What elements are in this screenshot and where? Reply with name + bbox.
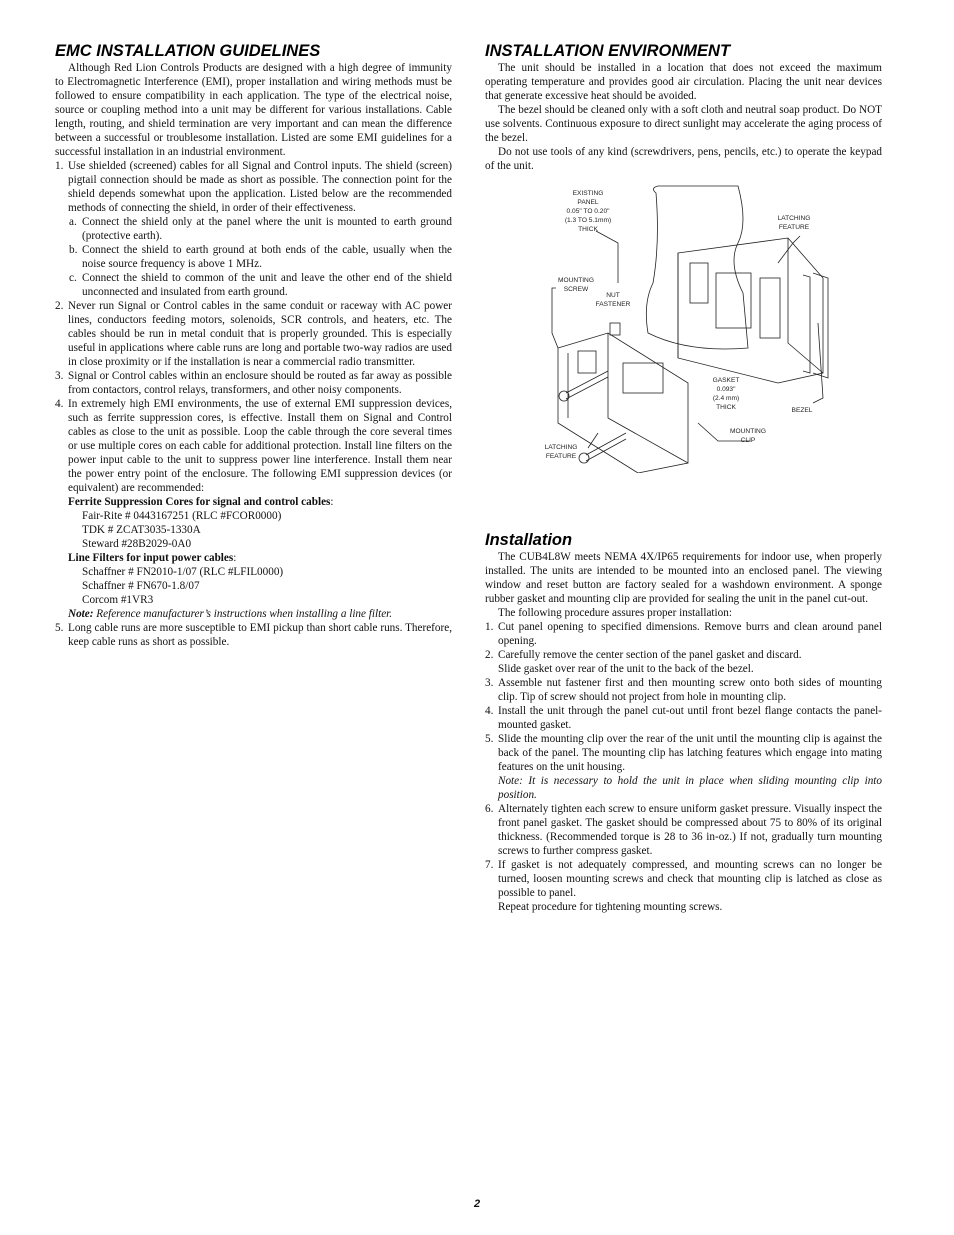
svg-text:MOUNTINGSCREW: MOUNTING SCREW	[558, 277, 594, 293]
ferrite-item: TDK # ZCAT3035-1330A	[82, 524, 201, 536]
svg-text:LATCHINGFEATURE: LATCHING FEATURE	[777, 215, 811, 231]
install-step-3: 3. Assemble nut fastener first and then mounting screw onto both sides of mounting clip. Tip of screw should not project from hole in mounting clip.	[485, 677, 882, 703]
emc-subitem-c: c. Connect the shield to common of the unit and leave the other end of the shield unconnected and insulated from earth ground.	[69, 272, 452, 298]
environment-title: INSTALLATION ENVIRONMENT	[485, 42, 731, 60]
ferrite-item: Fair-Rite # 0443167251 (RLC #FCOR0000)	[82, 510, 282, 522]
emc-item-3: 3. Signal or Control cables within an enclosure should be routed as far away as possible from contactors, control relays, transformers, and other noisy components.	[55, 370, 452, 396]
filter-heading: Line Filters for input power cables:	[68, 552, 237, 564]
install-step-5: 5. Slide the mounting clip over the rear of the unit until the mounting clip is against the back of the panel. The mounting clip has latching features which engage into mating features on the unit housing.	[485, 733, 882, 773]
svg-text:GASKET0.093"(2.4 mm)THICK: GASKET 0.093" (2.4 mm) THICK	[712, 377, 740, 411]
svg-text:MOUNTINGCLIP: MOUNTING CLIP	[730, 428, 766, 444]
emc-column	[55, 42, 452, 649]
installation-paragraph: The CUB4L8W meets NEMA 4X/IP65 requirements for indoor use, when properly installed. The units are intended to be mounted into an enclosed panel. The viewing window and reset button are factory sealed for a washdown environment. A sponge rubber gasket and mounting clip are provided for sealing the unit in the panel cut-out.	[485, 551, 882, 605]
svg-text:BEZEL: BEZEL	[791, 407, 813, 414]
install-step-6: 6. Alternately tighten each screw to ensure uniform gasket pressure. Visually inspect the front panel gasket. The gasket should be compressed about 75 to 80% of its original thickness. (Recommended torque is 28 to 36 in-oz.) If not, gradually turn mounting screws to further compress gasket.	[485, 803, 882, 857]
filter-item: Schaffner # FN2010-1/07 (RLC #LFIL0000)	[82, 566, 284, 578]
emc-item-4: 4. In extremely high EMI environments, the use of external EMI suppression devices, such as ferrite suppression cores, is effective. Install them on Signal and Control cables as close to the unit as possible. Loop the cable through the core several times or use multiple cores on each cable for additional protection. Install line filters on the power input cable to the unit to suppress power line interference. Install them near the power entry point of the enclosure. The following EMI suppression devices (or equivalent) are recommended:	[55, 398, 452, 494]
installation-diagram-svg	[538, 183, 838, 473]
install-step-2: 2. Carefully remove the center section of the panel gasket and discard. Slide gasket over rear of the unit to the back of the bezel.	[485, 649, 802, 675]
page-number: 2	[473, 1198, 481, 1210]
svg-text:NUTFASTENER: NUT FASTENER	[595, 292, 631, 308]
ferrite-item: Steward #28B2029-0A0	[82, 538, 192, 550]
emc-title: EMC INSTALLATION GUIDELINES	[55, 42, 321, 60]
environment-paragraph: Do not use tools of any kind (screwdrivers, pens, pencils, etc.) to operate the keypad of the unit.	[485, 146, 882, 172]
emc-item-2: 2. Never run Signal or Control cables in the same conduit or raceway with AC power lines, conductors feeding motors, solenoids, SCR controls, and heaters, etc. The cables should be run in metal conduit that is properly grounded. This is especially useful in applications where cable runs are long and portable two-way radios are used in close proximity or if the installation is near a commercial radio transmitter.	[55, 300, 452, 368]
emc-intro: Although Red Lion Controls Products are designed with a high degree of immunity to Electromagnetic Interference (EMI), proper installation and wiring methods must be followed to ensure compatibility in each application. The type of the electrical noise, source or coupling method into a unit may be different for various installations. Cable length, routing, and shield termination are very important and can mean the difference between a successful or troublesome installation. Listed are some EMI guidelines for a successful installation in an industrial environment.	[55, 62, 452, 158]
svg-text:EXISTINGPANEL0.05" TO 0.20"(1.: EXISTING PANEL 0.05" TO 0.20" (1.3 TO 5.1mm) THICK	[564, 190, 612, 233]
filter-note: Note: Reference manufacturer’s instructions when installing a line filter.	[68, 608, 393, 620]
installation-paragraph: The following procedure assures proper installation:	[498, 607, 732, 619]
environment-paragraph: The unit should be installed in a location that does not exceed the maximum operating temperature and provides good air circulation. Placing the unit near devices that generate excessive heat should be avoided.	[485, 62, 882, 102]
emc-item-1: 1. Use shielded (screened) cables for all Signal and Control inputs. The shield (screen) pigtail connection should be made as short as possible. The connection point for the shield depends somewhat upon the application. Listed below are the recommended methods of connecting the shield, in order of their effectiveness.	[55, 160, 452, 214]
filter-item: Corcom #1VR3	[82, 594, 154, 606]
environment-paragraph: The bezel should be cleaned only with a soft cloth and neutral soap product. Do NOT use solvents. Continuous exposure to direct sunlight may accelerate the aging process of the bezel.	[485, 104, 882, 144]
emc-subitem-a: a. Connect the shield only at the panel where the unit is mounted to earth ground (protective earth).	[69, 216, 452, 242]
svg-text:LATCHINGFEATURE: LATCHING FEATURE	[544, 444, 578, 460]
emc-item-5: 5. Long cable runs are more susceptible to EMI pickup than short cable runs. Therefore, keep cable runs as short as possible.	[55, 622, 452, 648]
installation-diagram	[538, 183, 838, 473]
installation-column	[485, 42, 882, 914]
filter-item: Schaffner # FN670-1.8/07	[82, 580, 200, 592]
install-note: Note: It is necessary to hold the unit in place when sliding mounting clip into position.	[498, 775, 882, 801]
ferrite-heading: Ferrite Suppression Cores for signal and control cables:	[68, 496, 334, 508]
install-step-1: 1. Cut panel opening to specified dimensions. Remove burrs and clean around panel opening.	[485, 621, 882, 647]
emc-subitem-b: b. Connect the shield to earth ground at both ends of the cable, usually when the noise source frequency is above 1 MHz.	[69, 244, 452, 270]
figure-labels	[545, 190, 813, 460]
install-step-7: 7. If gasket is not adequately compressed, and mounting screws can no longer be turned, loosen mounting screws and check that mounting clip is latched as close as possible to panel. Repeat procedure for tightening mounting screws.	[485, 859, 882, 913]
install-step-4: 4. Install the unit through the panel cut-out until front bezel flange contacts the panel-mounted gasket.	[485, 705, 882, 731]
installation-title: Installation	[485, 531, 573, 549]
